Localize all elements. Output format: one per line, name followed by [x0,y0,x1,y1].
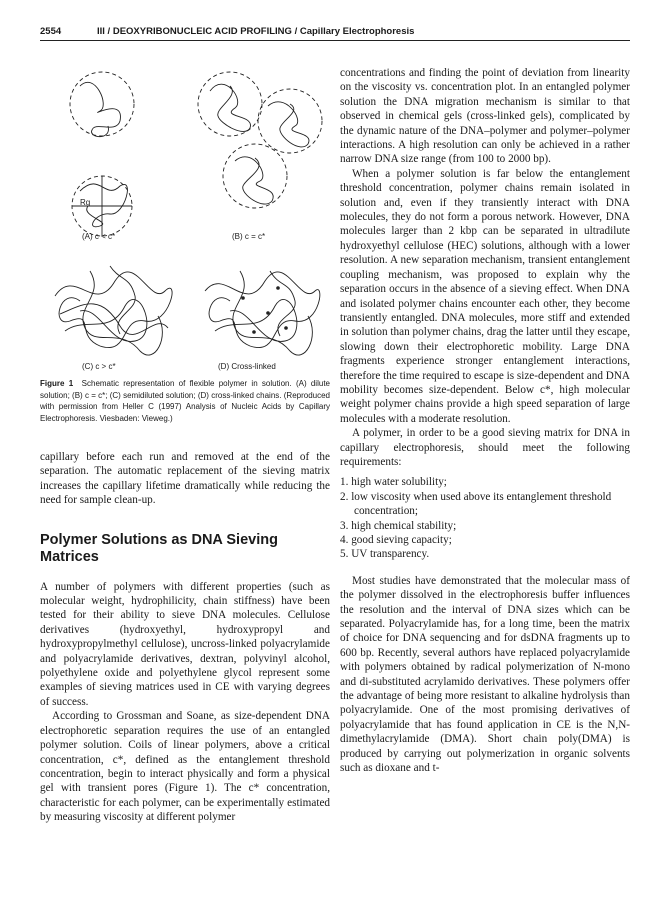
list-item: 1. high water solubility; [340,476,447,489]
figure-caption [40,378,330,424]
panel-b-label: (B) c = c* [232,232,266,241]
panel-a-label: (A) c < c* [82,232,116,241]
left-paragraph-2: A number of polymers with different properties (such as molecular weight, hydrophilicity, chain stiffness) have been tested for their ability to sieve DNA molecules. Cellulose derivatives (hydroxyethyl, hydroxypropyl and hydroxypropylmethyl cellulose), uncross-linked polyacrylamide and polyacrylamide derivatives, dextran, polyvinyl alcohol, polyethylene oxide and polyethylene glycol represent some examples of sieving matrices used in CE with varying degrees of success. [40,580,330,708]
panel-b-coils [198,72,322,208]
list-item: 5. UV transparency. [340,548,430,561]
figure-1 [40,66,332,376]
list-item: 4. good sieving capacity; [340,534,452,546]
polymer-schematic [40,66,332,376]
panel-d-crosslinks [241,286,288,334]
panel-d-label: (D) Cross-linked [218,362,276,371]
list-item: 2. low viscosity when used above its entanglement threshold concentration; [340,490,612,518]
list-item: 3. high chemical stability; [340,519,457,532]
figure-caption-label: Figure 1 [40,379,74,388]
section-heading: Polymer Solutions as DNA Sieving Matrices [40,531,278,565]
right-paragraph-4: Most studies have demonstrated that the molecular mass of the polymer dissolved in the electrophoresis buffer influences the resolution and the interval of DNA sizes which can be separated. Polyacrylamide has, for a long time, been the matrix of choice for DNA sequencing and for dsDNA fragments up to 600 bp. Recently, several authors have replaced polyacrylamide with polymers obtained by radical polymerization of N-mono and di-substituted acrylamido derivatives. These polymers offer the advantage of being more resistant to alkaline hydrolysis than polyacrylamide. One of the most promising derivatives of polyacrylamide that has found application in CE is the N,N-dimethylacrylamide (DMA). Short chain poly(DMA) is produced by carrying out polymerization in organic solvents such as dioxane and t- [340,574,630,775]
right-paragraph-3: A polymer, in order to be a good sieving matrix for DNA in capillary electrophoresis, should meet the following requirements: [340,427,630,468]
panel-d-chains [205,271,320,355]
right-column [340,66,630,776]
requirements-list [340,475,630,561]
figure-caption-text: Schematic representation of flexible polymer in solution. (A) dilute solution; (B) c = c*; (C) semidiluted solution; (D) cross-linked chains. (Reproduced with permission from Heller C (1997) Analysis of Nucleic Acids by Capillary Electrophoresis. Viesbaden: Vieweg.) [40,379,330,423]
left-paragraph-3: According to Grossman and Soane, as size-dependent DNA electrophoretic separation requires the use of an entangled polymer solution. Coils of linear polymers, above a critical concentration, c*, defined as the entanglement threshold concentration, begin to interact physically and form a physical gel with transient pores (Figure 1). The c* concentration, characteristic for each polymer, can be experimentally estimated by measuring viscosity at different polymer [40,710,330,824]
right-paragraph-2: When a polymer solution is far below the entanglement threshold concentration, polymer chains remain isolated in solution and, even if they transiently interact with DNA molecules, they do not form a porous network. However, DNA molecules larger than 2 kbp can be separated in ultradilute hydroxyethyl cellulose (HEC) solutions, although with a lower resolution. A new separation mechanism, transient entanglement coupling mechanism, was proposed to explain why the separation occurs in the absence of a sieving effect. When DNA and isolated polymer chains encounter each other, they become transiently entangled. DNA molecules, more stiff and extended in solution than polymer chains, drag the latter until they escape, slowing down their electrophoretic mobility. Large DNA fragments experience stronger entanglement interactions, therefore the time required to escape is size-dependent and DNA mobility becomes size-dependent. Below c*, high molecular weight polymer chains provide a high speed separation of large molecules with a moderate resolution. [340,167,630,425]
running-header [40,24,630,41]
left-column [40,450,330,825]
right-paragraph-1: concentrations and finding the point of deviation from linearity on the viscosity vs. concentration plot. In an entangled polymer solution the DNA migration mechanism is similar to that observed in chemical gels (cross-linked gels), complicated by the dynamic nature of the DNA–polymer and polymer–polymer interactions. A high resolution can only be achieved in a rather narrow DNA size range (from 100 to 2000 bp). [340,67,630,166]
rg-label: Rg [80,198,91,207]
page-number: 2554 [40,26,62,37]
panel-c-label: (C) c > c* [82,362,116,371]
panel-a-coils [70,72,134,236]
panel-c-chains [55,266,172,355]
left-paragraph-1: capillary before each run and removed at the end of the separation. The automatic replacement of the sieving matrix increases the capillary lifetime dramatically while reducing the need for sample clean-up. [40,451,330,507]
running-title: III / DEOXYRIBONUCLEIC ACID PROFILING / Capillary Electrophoresis [97,26,415,37]
